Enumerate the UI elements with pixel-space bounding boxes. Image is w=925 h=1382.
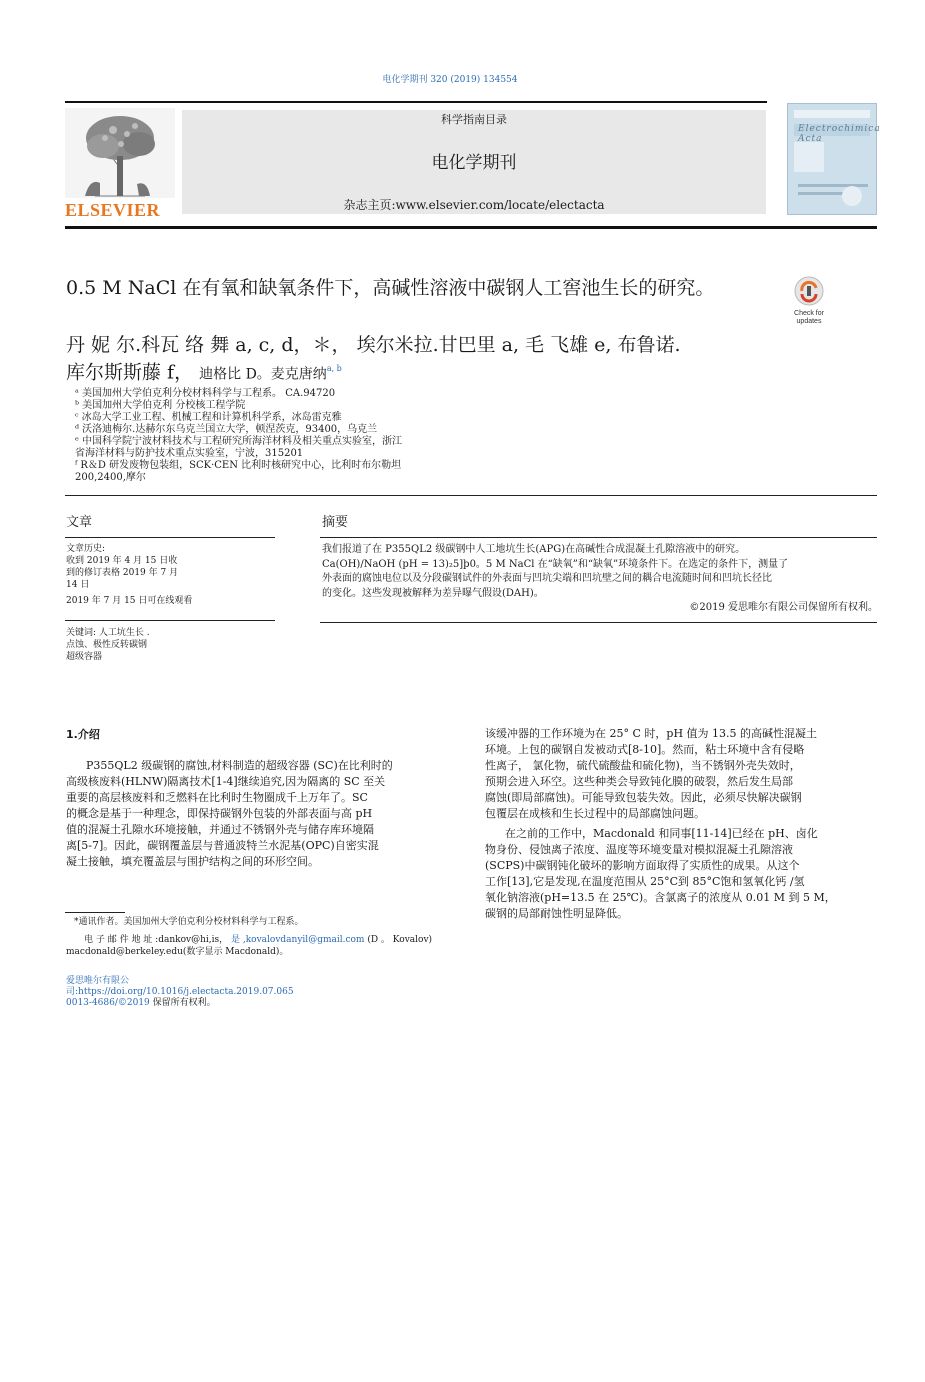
article-history <box>66 543 276 607</box>
check-for-updates-badge[interactable] <box>786 276 832 326</box>
journal-header-band <box>182 110 766 214</box>
authors-line-2 <box>66 357 786 386</box>
header-top-rule <box>65 101 767 103</box>
bottom-publisher[interactable]: 爱思唯尔有限公 <box>66 976 130 986</box>
contents-line: 科学指南目录 <box>441 113 507 126</box>
intro-left-line-3: 重要的高层核废料和乏燃料在比利时生物圈成千上万年了。SC <box>66 791 368 804</box>
intro-right-p1-line-4: 预期会进入环空。这些种类会导致钝化膜的破裂，然后发生局部 <box>485 775 793 788</box>
abstract-line-2: Ca(OH)/NaOH (pH = 13)₂5]þ0。5 M NaCl 在“缺氧”和“缺氧”环境条件下。在选定的条件下，测量了 <box>322 558 789 570</box>
header-bottom-rule <box>65 226 877 229</box>
check-updates-icon <box>794 276 824 306</box>
journal-cover[interactable] <box>787 103 881 215</box>
affiliation-a: ᵃ 美国加州大学伯克利分校材料科学与工程系。 CA.94720 <box>75 388 336 399</box>
history-received: 收到 2019 年 4 月 15 日收 <box>66 556 178 566</box>
intro-right-p1-line-6: 包覆层在成核和生长过程中的局部腐蚀问题。 <box>485 807 705 820</box>
intro-left-line-6: 离[5-7]。因此，碳钢覆盖层与普通波特兰水泥基(OPC)自密实混 <box>66 839 379 852</box>
bottom-doi[interactable]: 司:https://doi.org/10.1016/j.electacta.2019.07.065 <box>66 987 294 997</box>
cover-title: Electrochimica Acta <box>798 124 881 144</box>
affiliation-e: ᵉ 中国科学院宁波材料技术与工程研究所海洋材料及相关重点实验室，浙江 <box>75 436 403 447</box>
intro-right-p2-line-4: 工作[13],它是发现,在温度范围从 25°C到 85°C饱和氢氧化钙 /氢 <box>485 875 805 888</box>
authors-line-1: 丹 妮 尔.科瓦 络 舞 a, c, d，＊， 埃尔米拉.甘巴里 a, 毛 飞雄 e, 布鲁诺. <box>66 334 681 356</box>
citation-line[interactable]: 电化学期刊 320 (2019) 134554 <box>382 75 518 85</box>
abstract-heading: 摘要 <box>322 515 349 530</box>
elsevier-logo <box>65 108 175 220</box>
intro-right-p1-line-2: 环境。上包的碳钢自发被动式[8-10]。然而，粘土环境中含有侵略 <box>485 743 805 756</box>
footnote-email <box>66 934 466 946</box>
abstract-body <box>322 543 882 616</box>
journal-cover-image <box>788 104 876 214</box>
bottom-rights: 保留所有权利。 <box>149 998 216 1008</box>
journal-title: 电化学期刊 <box>431 153 517 173</box>
history-online: 2019 年 7 月 15 日可在线观看 <box>66 596 193 606</box>
abstract-rule <box>320 537 877 538</box>
abstract-line-3: 外表面的腐蚀电位以及分段碳钢试件的外表面与凹坑尖端和凹坑壁之间的耦合电流随时间和凹坑长径比 <box>322 573 772 584</box>
abstract-line-1: 我们报道了在 P355QL2 级碳钢中人工地坑生长(APG)在高碱性合成混凝土孔隙溶液中的研究。 <box>322 544 746 555</box>
intro-left-paragraph <box>66 758 460 870</box>
keywords <box>66 627 276 663</box>
footnote <box>66 916 466 958</box>
footnote-corresponding: *通讯作者。美国加州大学伯克利分校材料科学与工程系。 <box>74 917 304 927</box>
abstract-line-4: 的变化。这些发现被解释为差异曝气假设(DAH)。 <box>322 587 544 599</box>
article-info-rule <box>65 537 275 538</box>
footnote-rule <box>65 912 125 913</box>
abstract-bottom-rule <box>320 622 877 623</box>
journal-homepage[interactable]: 杂志主页:www.elsevier.com/locate/electacta <box>343 198 605 212</box>
history-label: 文章历史: <box>66 544 106 554</box>
keyword-2: 超级容器 <box>66 652 103 662</box>
intro-left-line-2: 高级核废料(HLNW)隔离技术[1-4]继续追究,因为隔离的 SC 至关 <box>66 775 386 788</box>
affiliation-f: ᶠ R＆D 研发废物包装组，SCK·CEN 比利时核研究中心，比利时布尔勒坦 <box>75 460 402 471</box>
keywords-rule <box>65 620 275 621</box>
intro-right-p2-line-1: 在之前的工作中，Macdonald 和同事[11-14]已经在 pH、卤化 <box>505 827 818 840</box>
author-macdonald-sup: a, b <box>326 364 342 373</box>
intro-left-line-4: 的概念是基于一种理念，即保持碳钢外包装的外部表面与高 pH <box>66 807 373 820</box>
intro-left-line-7: 凝土接触，填充覆盖层与围护结构之间的环形空间。 <box>66 855 319 868</box>
author-kursten: 库尔斯斯藤 f， <box>66 361 194 384</box>
history-revised-date: 14 日 <box>66 580 90 590</box>
intro-right-p1-line-1: 该缓冲器的工作环境为在 25° C 时，pH 值为 13.5 的高碱性混凝土 <box>485 727 818 740</box>
check-updates-label: Check for updates <box>794 310 824 325</box>
author-macdonald: 迪格比 D。麦克唐纳 <box>199 366 327 383</box>
elsevier-tree-icon <box>65 108 175 198</box>
footnote-email-line-2: macdonald@berkeley.edu(数字显示 Macdonald)。 <box>66 947 289 957</box>
affiliation-d: ᵈ 沃洛迪梅尔.达赫尔东乌克兰国立大学，顿涅茨克，93400，乌克兰 <box>75 424 378 435</box>
bottom-issn-line <box>66 998 466 1009</box>
intro-heading: 1.介绍 <box>66 728 100 741</box>
intro-left-line-5: 值的混凝土孔隙水环境接触，并通过不锈钢外壳与储存库环境隔 <box>66 823 374 836</box>
footnote-email-name: (D 。 Kovalov) <box>367 935 433 945</box>
affiliation-c: ᶜ 冰岛大学工业工程、机械工程和计算机科学系，冰岛雷克雅 <box>75 412 342 423</box>
intro-right-p2-line-2: 物身份、侵蚀离子浓度、温度等环境变量对模拟混凝土孔隙溶液 <box>485 843 793 856</box>
abstract-copyright: ©2019 爱思唯尔有限公司保留所有权利。 <box>689 602 878 613</box>
elsevier-wordmark: ELSEVIER <box>65 200 161 220</box>
intro-right-p1-line-3: 性离子， 氯化物，硫代硫酸盐和硫化物)，当不锈钢外壳失效时， <box>485 759 801 772</box>
affiliations <box>75 388 475 484</box>
keyword-1: 点蚀、极性反转碳钢 <box>66 640 148 650</box>
bottom-publisher-block <box>66 976 466 1009</box>
intro-right-p2-line-5: 氧化钠溶液(pH=13.5 在 25℃)。含氯离子的浓度从 0.01 M 到 5 M， <box>485 891 836 904</box>
footnote-email-link[interactable]: 是 ,kovalovdanyil@gmail.com <box>231 935 365 945</box>
affiliation-e-cont: 省海洋材料与防护技术重点实验室，宁波，315201 <box>75 448 304 459</box>
article-title: 0.5 M NaCl 在有氧和缺氧条件下，高碱性溶液中碳钢人工窖池生长的研究。 <box>66 277 715 299</box>
intro-right-p2-line-3: (SCPS)中碳钢钝化破坏的影响方面取得了实质性的成果。从这个 <box>485 859 800 872</box>
keywords-label: 关键词: 人工坑生长 . <box>66 628 150 638</box>
intro-right-p1-line-5: 腐蚀(即局部腐蚀)。可能导致包装失效。因此，必须尽快解决碳钢 <box>485 791 802 804</box>
affiliation-b: ᵇ 美国加州大学伯克利 分校核工程学院 <box>75 400 246 411</box>
bottom-issn[interactable]: 0013-4686/©2019 <box>66 998 150 1008</box>
history-revised: 到的修订表格 2019 年 7 月 <box>66 568 179 578</box>
affiliations-rule <box>65 495 877 496</box>
intro-right-p2-line-6: 碳钢的局部耐蚀性明显降低。 <box>485 907 628 920</box>
intro-left-line-1: P355QL2 级碳钢的腐蚀,材料制造的超级容器 (SC)在比利时的 <box>86 759 393 772</box>
intro-right-column <box>485 726 881 922</box>
footnote-email-prefix: 电 子 邮 件 地 址 :dankov@hi,is， <box>84 935 229 945</box>
affiliation-f-cont: 200,2400,摩尔 <box>75 472 146 483</box>
article-info-heading: 文章 <box>66 515 93 530</box>
